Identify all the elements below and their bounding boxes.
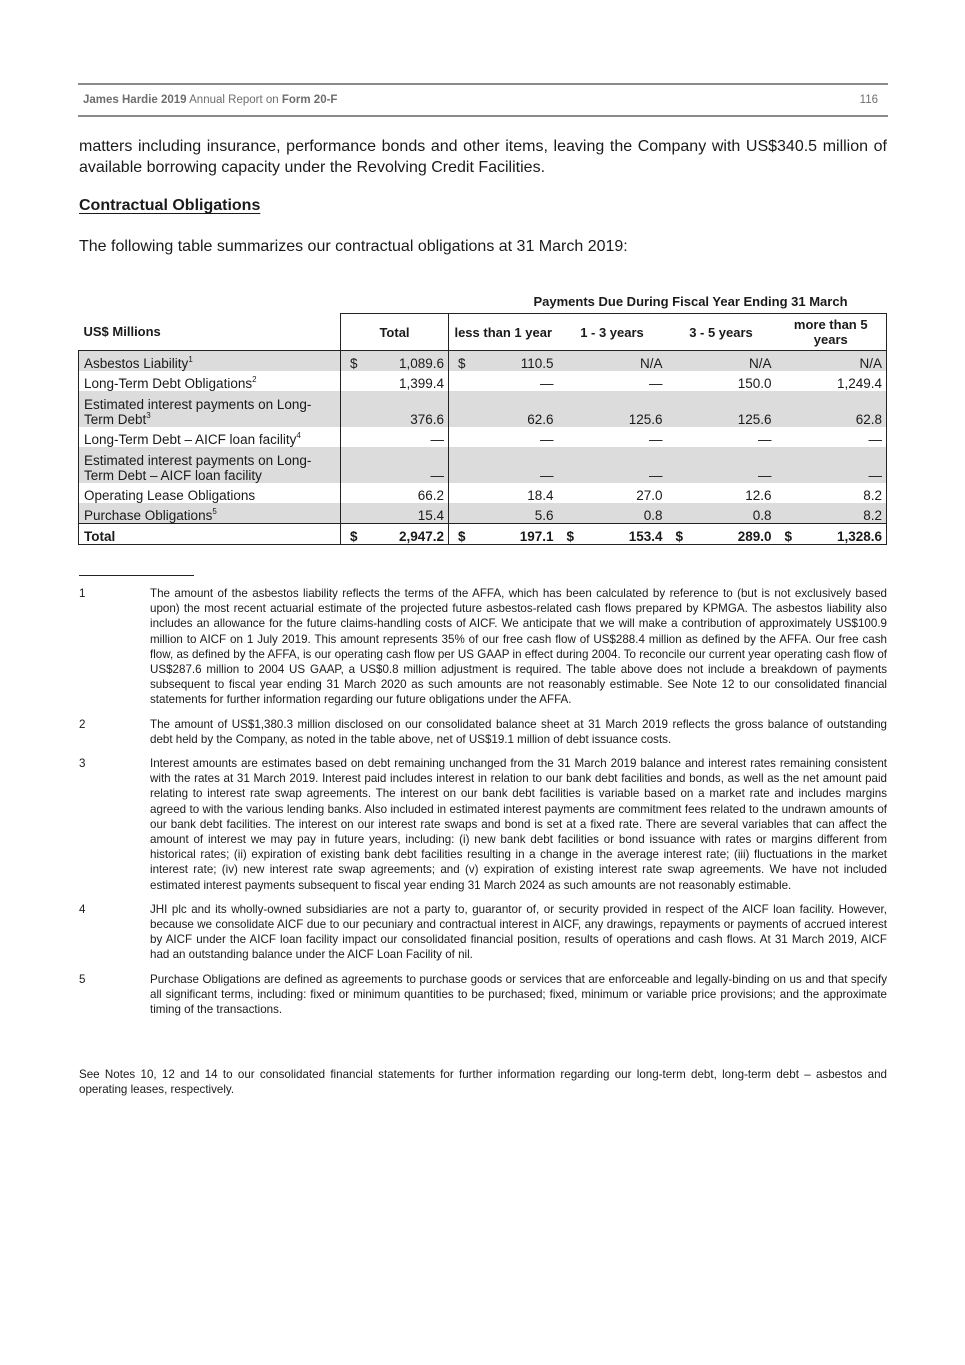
cell-1-3-years [558, 371, 667, 391]
cell-value: — [540, 376, 554, 391]
cell-total [341, 524, 449, 545]
footnote-text: Interest amounts are estimates based on debt remaining unchanged from the 31 March 2019 balance and interest rates remaining consistent with the rates at 31 March 2019. Interest paid includes interest in relation to our bank debt facilities and bonds, as well as the net amount paid relating to interest rate swap agreements. The interest on our bank debt facilities is variable based on a market rate and includes margins agreed to with the various lending banks. Also included in estimated interest payments are commitment fees related to the undrawn amounts of our bank debt facilities. The interest on our interest rate swaps and bond is set at a fixed rate. There are several variables that can affect the amount of interest we may pay in future years, including: (i) new bank debt facilities or bond issuance with rates or margins different from historical rates; (ii) expiration of existing bank debt facilities resulting in a change in the average interest rate; (iii) fluctuations in the market interest rate; (iv) new interest rate swap agreements; and (v) expiration of existing interest rate swap agreements. We have not included estimated interest payments subsequent to fiscal year ending 31 March 2024 as such amounts are not reasonably estimable. [150, 757, 887, 892]
cell-value: 1,089.6 [398, 356, 444, 371]
cell-value: — [540, 432, 554, 447]
cell-total [341, 351, 449, 372]
currency-symbol: $ [350, 356, 358, 371]
cell-value: 150.0 [737, 376, 772, 391]
currency-symbol: $ [675, 529, 684, 544]
cell-value: 289.0 [737, 529, 772, 544]
column-header-label: US$ Millions [83, 324, 161, 340]
cell-value: 0.8 [752, 508, 772, 523]
report-title [83, 94, 337, 106]
footnote-number: 4 [79, 902, 86, 916]
footnote [79, 902, 887, 963]
cell-less-than-1-year [449, 503, 558, 524]
cell-less-than-1-year [449, 524, 558, 545]
cell-value: 125.6 [737, 412, 772, 427]
currency-symbol: $ [458, 356, 466, 371]
cell-value: 62.8 [855, 412, 882, 427]
cell-total [341, 391, 449, 427]
cell-value: N/A [859, 356, 882, 371]
footnote-number: 2 [79, 717, 86, 731]
cell-value: N/A [748, 356, 772, 371]
cell-more-than-5-years [776, 351, 887, 372]
column-header-1-3-years: 1 - 3 years [558, 314, 667, 351]
cell-less-than-1-year [449, 483, 558, 503]
row-label [79, 447, 341, 483]
cell-value: 197.1 [519, 529, 554, 544]
intro-paragraph: matters including insurance, performance bonds and other items, leaving the Company with US$340.5 million of available borrowing capacity under the Revolving Credit Facilities. [79, 138, 887, 176]
cell-1-3-years [558, 524, 667, 545]
cell-3-5-years [667, 524, 776, 545]
cell-less-than-1-year [449, 391, 558, 427]
cell-value: 66.2 [417, 488, 444, 503]
currency-symbol: $ [784, 529, 793, 544]
cell-value: — [540, 468, 554, 483]
cell-value: 5.6 [534, 508, 554, 523]
cell-more-than-5-years [776, 447, 887, 483]
footnote-ref: 1 [188, 355, 193, 364]
row-label [79, 427, 341, 447]
cell-value: — [430, 432, 444, 447]
section-title: Contractual Obligations [79, 197, 261, 214]
cell-value: — [430, 468, 444, 483]
cell-value: — [649, 376, 663, 391]
cell-value: 18.4 [527, 488, 554, 503]
cell-total [341, 483, 449, 503]
row-label-text: Long-Term Debt Obligations [84, 376, 253, 391]
page-header [78, 83, 888, 117]
table-row [79, 483, 887, 503]
see-notes-paragraph: See Notes 10, 12 and 14 to our consolidated financial statements for further information regarding our long-term debt, long-term debt – asbestos and operating leases, respectively. [79, 1068, 887, 1097]
cell-value: 15.4 [417, 508, 444, 523]
cell-value: 12.6 [745, 488, 772, 503]
cell-1-3-years [558, 351, 667, 372]
cell-less-than-1-year [449, 427, 558, 447]
cell-value: 0.8 [643, 508, 663, 523]
column-header-3-5-years: 3 - 5 years [667, 314, 776, 351]
cell-more-than-5-years [776, 427, 887, 447]
cell-value: 2,947.2 [398, 529, 444, 544]
cell-more-than-5-years [776, 391, 887, 427]
cell-3-5-years [667, 371, 776, 391]
company-name: James Hardie 2019 [83, 94, 187, 106]
cell-value: 110.5 [520, 356, 554, 371]
row-label [79, 391, 341, 427]
footnote-text: The amount of US$1,380.3 million disclosed on our consolidated balance sheet at 31 March 2019 reflects the gross balance of outstanding debt held by the Company, as noted in the table above, net of US$19.1 million of debt issuance costs. [150, 717, 887, 746]
table-row [79, 427, 887, 447]
row-label-text: Estimated interest payments on Long-Term Debt [84, 397, 312, 427]
footnote-number: 5 [79, 972, 86, 986]
row-label-text: Long-Term Debt – AICF loan facility [84, 432, 297, 447]
footnote-number: 1 [79, 587, 86, 600]
row-label-text: Purchase Obligations [84, 508, 213, 523]
table-row [79, 391, 887, 427]
report-label: Annual Report on [189, 94, 279, 106]
cell-total [341, 447, 449, 483]
cell-total [341, 427, 449, 447]
footnote-ref: 3 [146, 411, 151, 420]
cell-value: — [868, 468, 882, 483]
cell-3-5-years [667, 447, 776, 483]
footnote [79, 972, 887, 1018]
cell-more-than-5-years [776, 483, 887, 503]
cell-value: 8.2 [863, 488, 882, 503]
footnote-divider [79, 575, 194, 576]
obligations-table [78, 313, 887, 545]
footnote [79, 756, 887, 893]
cell-value: — [758, 432, 772, 447]
footnote [79, 586, 887, 708]
currency-symbol: $ [458, 529, 466, 544]
cell-less-than-1-year [449, 351, 558, 372]
cell-value: 1,249.4 [836, 376, 882, 391]
cell-less-than-1-year [449, 447, 558, 483]
cell-1-3-years [558, 427, 667, 447]
cell-value: — [649, 468, 663, 483]
cell-value: 62.6 [527, 412, 554, 427]
footnote-text: Purchase Obligations are defined as agreements to purchase goods or services that are enforceable and legally-binding on us and that specify all significant terms, including: fixed or minimum quantities to be purchased; fixed, minimum or variable price provisions; and the approximate timing of the transactions. [150, 972, 887, 1017]
table-group-header: Payments Due During Fiscal Year Ending 31 March [533, 294, 848, 309]
total-label: Total [79, 524, 341, 545]
footnote-text: JHI plc and its wholly-owned subsidiaries are not a party to, guarantor of, or security provided in respect of the AICF loan facility. However, because we consolidate AICF due to our pecuniary and contractual interest in AICF, any drawings, repayments or payments of accrued interest by AICF under the AICF loan facility impact our consolidated financial position, results of operations and cash flows. At 31 March 2019, AICF had an outstanding balance under the AICF Loan Facility of nil. [150, 902, 887, 962]
cell-more-than-5-years [776, 371, 887, 391]
row-label [79, 351, 341, 372]
column-header-less-than-1-year: less than 1 year [449, 314, 558, 351]
cell-3-5-years [667, 427, 776, 447]
column-header-total: Total [341, 314, 449, 351]
cell-value: 376.6 [410, 412, 444, 427]
row-label-text: Asbestos Liability [84, 356, 189, 371]
form-name: Form 20-F [281, 94, 338, 106]
row-label-text: Operating Lease Obligations [84, 488, 256, 503]
footnote-ref: 4 [296, 431, 301, 440]
cell-value: 27.0 [636, 488, 663, 503]
cell-less-than-1-year [449, 371, 558, 391]
cell-value: 1,328.6 [836, 529, 882, 544]
cell-total [341, 371, 449, 391]
cell-total [341, 503, 449, 524]
footnote-text: The amount of the asbestos liability reflects the terms of the AFFA, which has been calculated by reference to (but is not exclusively based upon) the most recent actuarial estimate of the projected future asbestos-related cash flows prepared by KPMGA. The asbestos liability also includes an allowance for the future claims-handling costs of AICF. We anticipate that we will make a contribution of approximately US$100.9 million to AICF on 1 July 2019. This amount represents 35% of our free cash flow of US$288.4 million as defined by the AFFA. Our free cash flow, as defined by the AFFA, is our operating cash flow per US GAAP in effect during 2004. To reconcile our current year operating cash flow of US$287.6 million to 2004 US GAAP, a US$0.8 million adjustment is required. The table above does not include a breakdown of payments subsequent to fiscal year ending 31 March 2020 as such amounts are not reasonably estimable. See Note 12 to our consolidated financial statements for further information regarding our future obligations under the AFFA. [150, 587, 887, 707]
footnote-number: 3 [79, 757, 86, 771]
cell-1-3-years [558, 447, 667, 483]
table-row [79, 447, 887, 483]
cell-3-5-years [667, 503, 776, 524]
cell-value: — [758, 468, 772, 483]
cell-value: — [868, 432, 882, 447]
cell-3-5-years [667, 391, 776, 427]
cell-value: 1,399.4 [398, 376, 444, 391]
cell-value: N/A [639, 356, 663, 371]
footnote [79, 717, 887, 747]
cell-1-3-years [558, 483, 667, 503]
page-number: 116 [859, 94, 878, 106]
table-header-row [79, 314, 887, 351]
table-row [79, 351, 887, 372]
lead-paragraph: The following table summarizes our contractual obligations at 31 March 2019: [79, 238, 628, 255]
cell-value: 153.4 [628, 529, 663, 544]
cell-value: 125.6 [628, 412, 663, 427]
column-header-more-than-5-years: more than 5 years [776, 314, 887, 351]
total-row [79, 524, 887, 545]
footnotes [79, 586, 887, 1026]
row-label [79, 503, 341, 524]
cell-more-than-5-years [776, 524, 887, 545]
currency-symbol: $ [350, 529, 358, 544]
row-label-text: Estimated interest payments on Long-Term Debt – AICF loan facility [84, 453, 312, 483]
footnote-ref: 2 [252, 375, 257, 384]
cell-value: 8.2 [863, 508, 882, 523]
cell-1-3-years [558, 503, 667, 524]
cell-3-5-years [667, 483, 776, 503]
table-row [79, 371, 887, 391]
footnote-ref: 5 [212, 507, 217, 516]
cell-value: — [649, 432, 663, 447]
currency-symbol: $ [566, 529, 575, 544]
table-row [79, 503, 887, 524]
row-label [79, 483, 341, 503]
row-label [79, 371, 341, 391]
cell-3-5-years [667, 351, 776, 372]
cell-more-than-5-years [776, 503, 887, 524]
cell-1-3-years [558, 391, 667, 427]
